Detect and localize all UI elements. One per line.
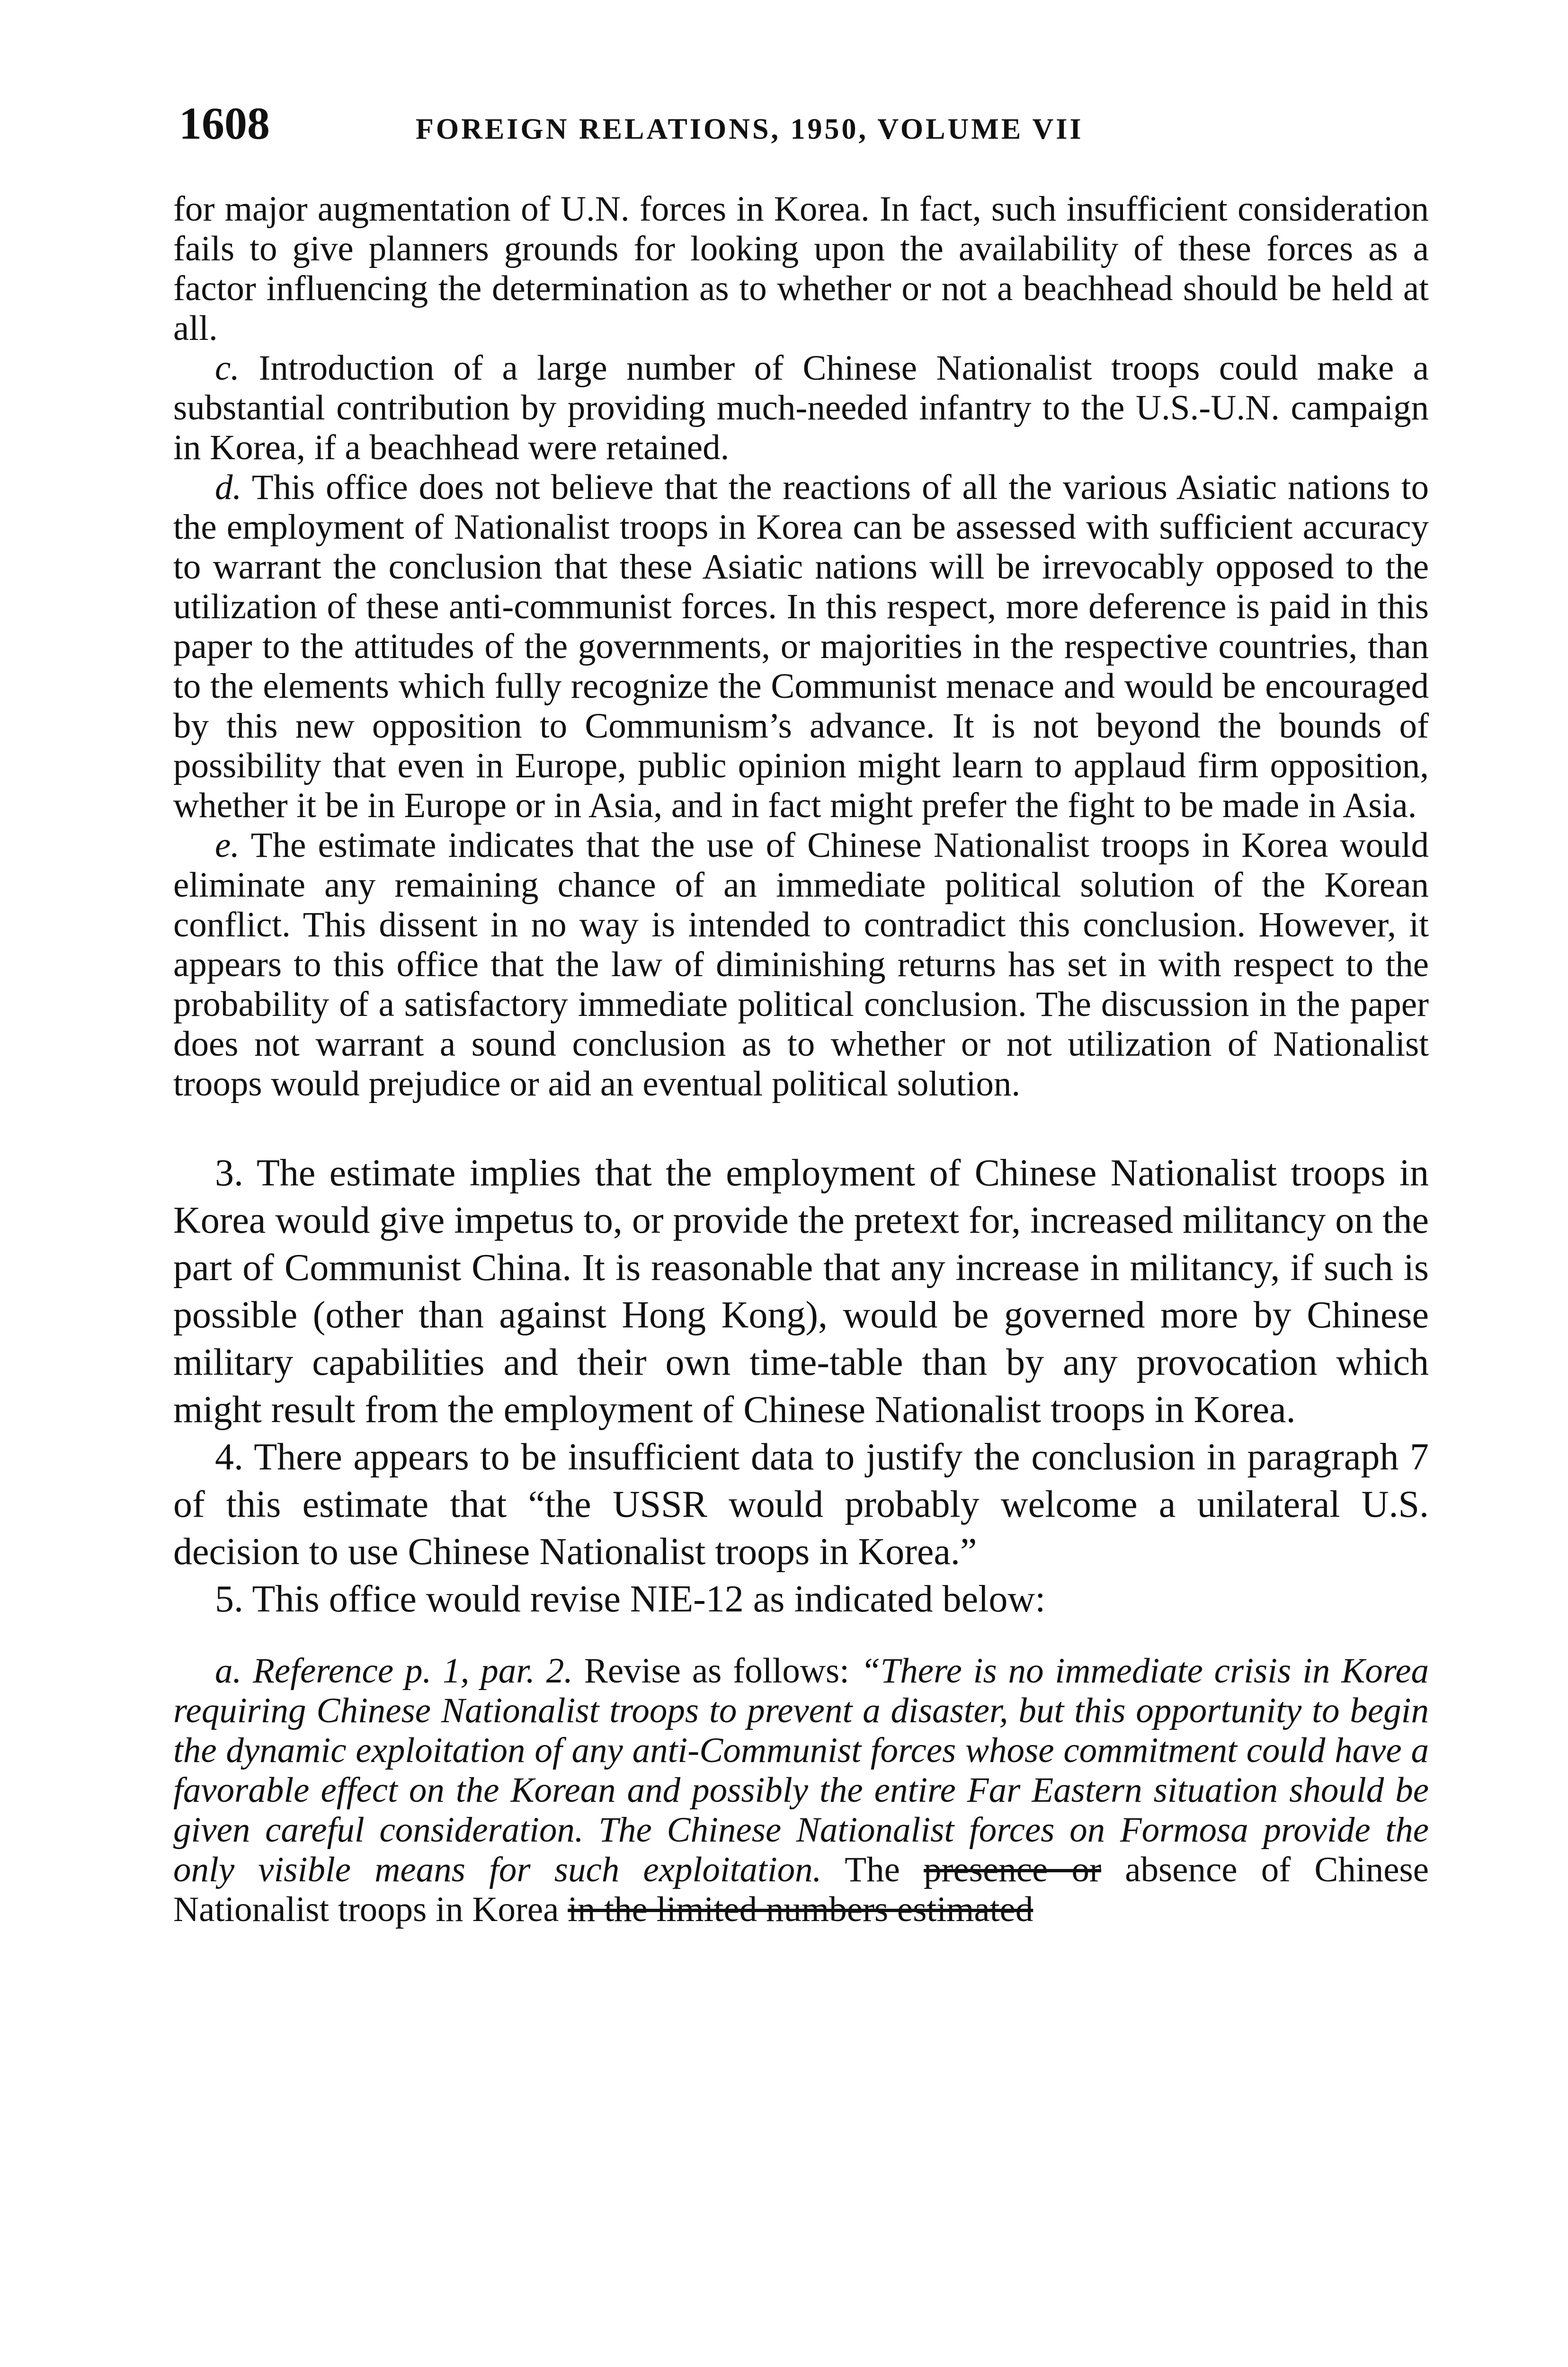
revision-reference: a. Reference p. 1, par. 2. — [215, 1651, 573, 1691]
paragraph-4: 4. There appears to be insufficient data to justify the conclusion in paragraph 7 of this estimate that “the USSR would probably welcome a unilateral U.S. decision to use Chinese Nationalist troops in Korea.” — [173, 1436, 1429, 1573]
paragraph-d: d. This office does not believe that the reactions of all the various Asiatic nations to the employment of Nationalist troops in Korea can be assessed with sufficient accuracy to warrant the conclusion that these Asiatic nations will be irrevocably opposed to the utilization of these anti-communist forces. In this respect, more deference is paid in this paper to the attitudes of the governments, or majorities in the respective countries, than to the elements which fully recognize the Communist menace and would be encouraged by this new opposition to Communism’s advance. It is not beyond the bounds of possibility that even in Europe, public opinion might learn to applaud firm opposition, whether it be in Europe or in Asia, and in fact might prefer the fight to be made in Asia. — [173, 468, 1429, 825]
paragraph-label: d. — [215, 468, 242, 507]
paragraph-c: c. Introduction of a large number of Chinese Nationalist troops could make a substantial contribution by providing much-needed infantry to the U.S.-U.N. campaign in Korea, if a beachhead were retained. — [173, 348, 1429, 467]
page-header — [179, 97, 1429, 150]
paragraph-label: e. — [215, 826, 240, 865]
paragraph-5: 5. This office would revise NIE-12 as indicated below: — [215, 1578, 1046, 1620]
paragraph-3: 3. The estimate implies that the employment of Chinese Nationalist troops in Korea would give impetus to, or provide the pretext for, increased militancy on the part of Communist China. It is reasonable that any increase in militancy, if such is possible (other than against Hong Kong), would be governed more by Chinese military capabilities and their own time-table than by any provocation which might result from the employment of Chinese Nationalist troops in Korea. — [173, 1152, 1429, 1431]
revision-italic-text: “There is no immediate crisis in Korea requiring Chinese Nationalist troops to prevent a disaster, but this opportunity to begin the dynamic exploitation of any anti-Communist forces whose commitment could have a favorable effect on the Korean and possibly the entire Far Eastern situation should be given careful consideration. The Chinese Nationalist forces on Formosa provide the only visible means for such exploitation. — [173, 1651, 1429, 1889]
struck-text: presence or — [924, 1850, 1102, 1889]
struck-text: in the limited numbers estimated — [568, 1890, 1033, 1929]
document-body — [173, 189, 1429, 1930]
revision-a: a. Reference p. 1, par. 2. Revise as follows: “There is no immediate crisis in Korea requiring Chinese Nationalist troops to prevent a disaster, but this opportunity to begin the dynamic exploitation of any anti-Communist forces whose commitment could have a favorable effect on the Korean and possibly the entire Far Eastern situation should be given careful consideration. The Chinese Nationalist forces on Formosa provide the only visible means for such exploitation. The presence or absence of Chinese Nationalist troops in Korea in the limited numbers estimated — [173, 1651, 1429, 1929]
paragraph-b-continuation: for major augmentation of U.N. forces in Korea. In fact, such insufficient consideration fails to give planners grounds for looking upon the availability of these forces as a factor influencing the determination as to whether or not a beachhead should be held at all. — [173, 189, 1429, 348]
running-head: FOREIGN RELATIONS, 1950, VOLUME VII — [416, 113, 1084, 145]
page-number: 1608 — [179, 98, 270, 149]
paragraph-e: e. The estimate indicates that the use of Chinese Nationalist troops in Korea would eliminate any remaining chance of an immediate political solution of the Korean conflict. This dissent in no way is intended to contradict this conclusion. However, it appears to this office that the law of diminishing returns has set in with respect to the probability of a satisfactory immediate political conclusion. The discussion in the paper does not warrant a sound conclusion as to whether or not utilization of Nationalist troops would prejudice or aid an eventual political solution. — [173, 826, 1429, 1103]
paragraph-label: c. — [215, 348, 240, 388]
